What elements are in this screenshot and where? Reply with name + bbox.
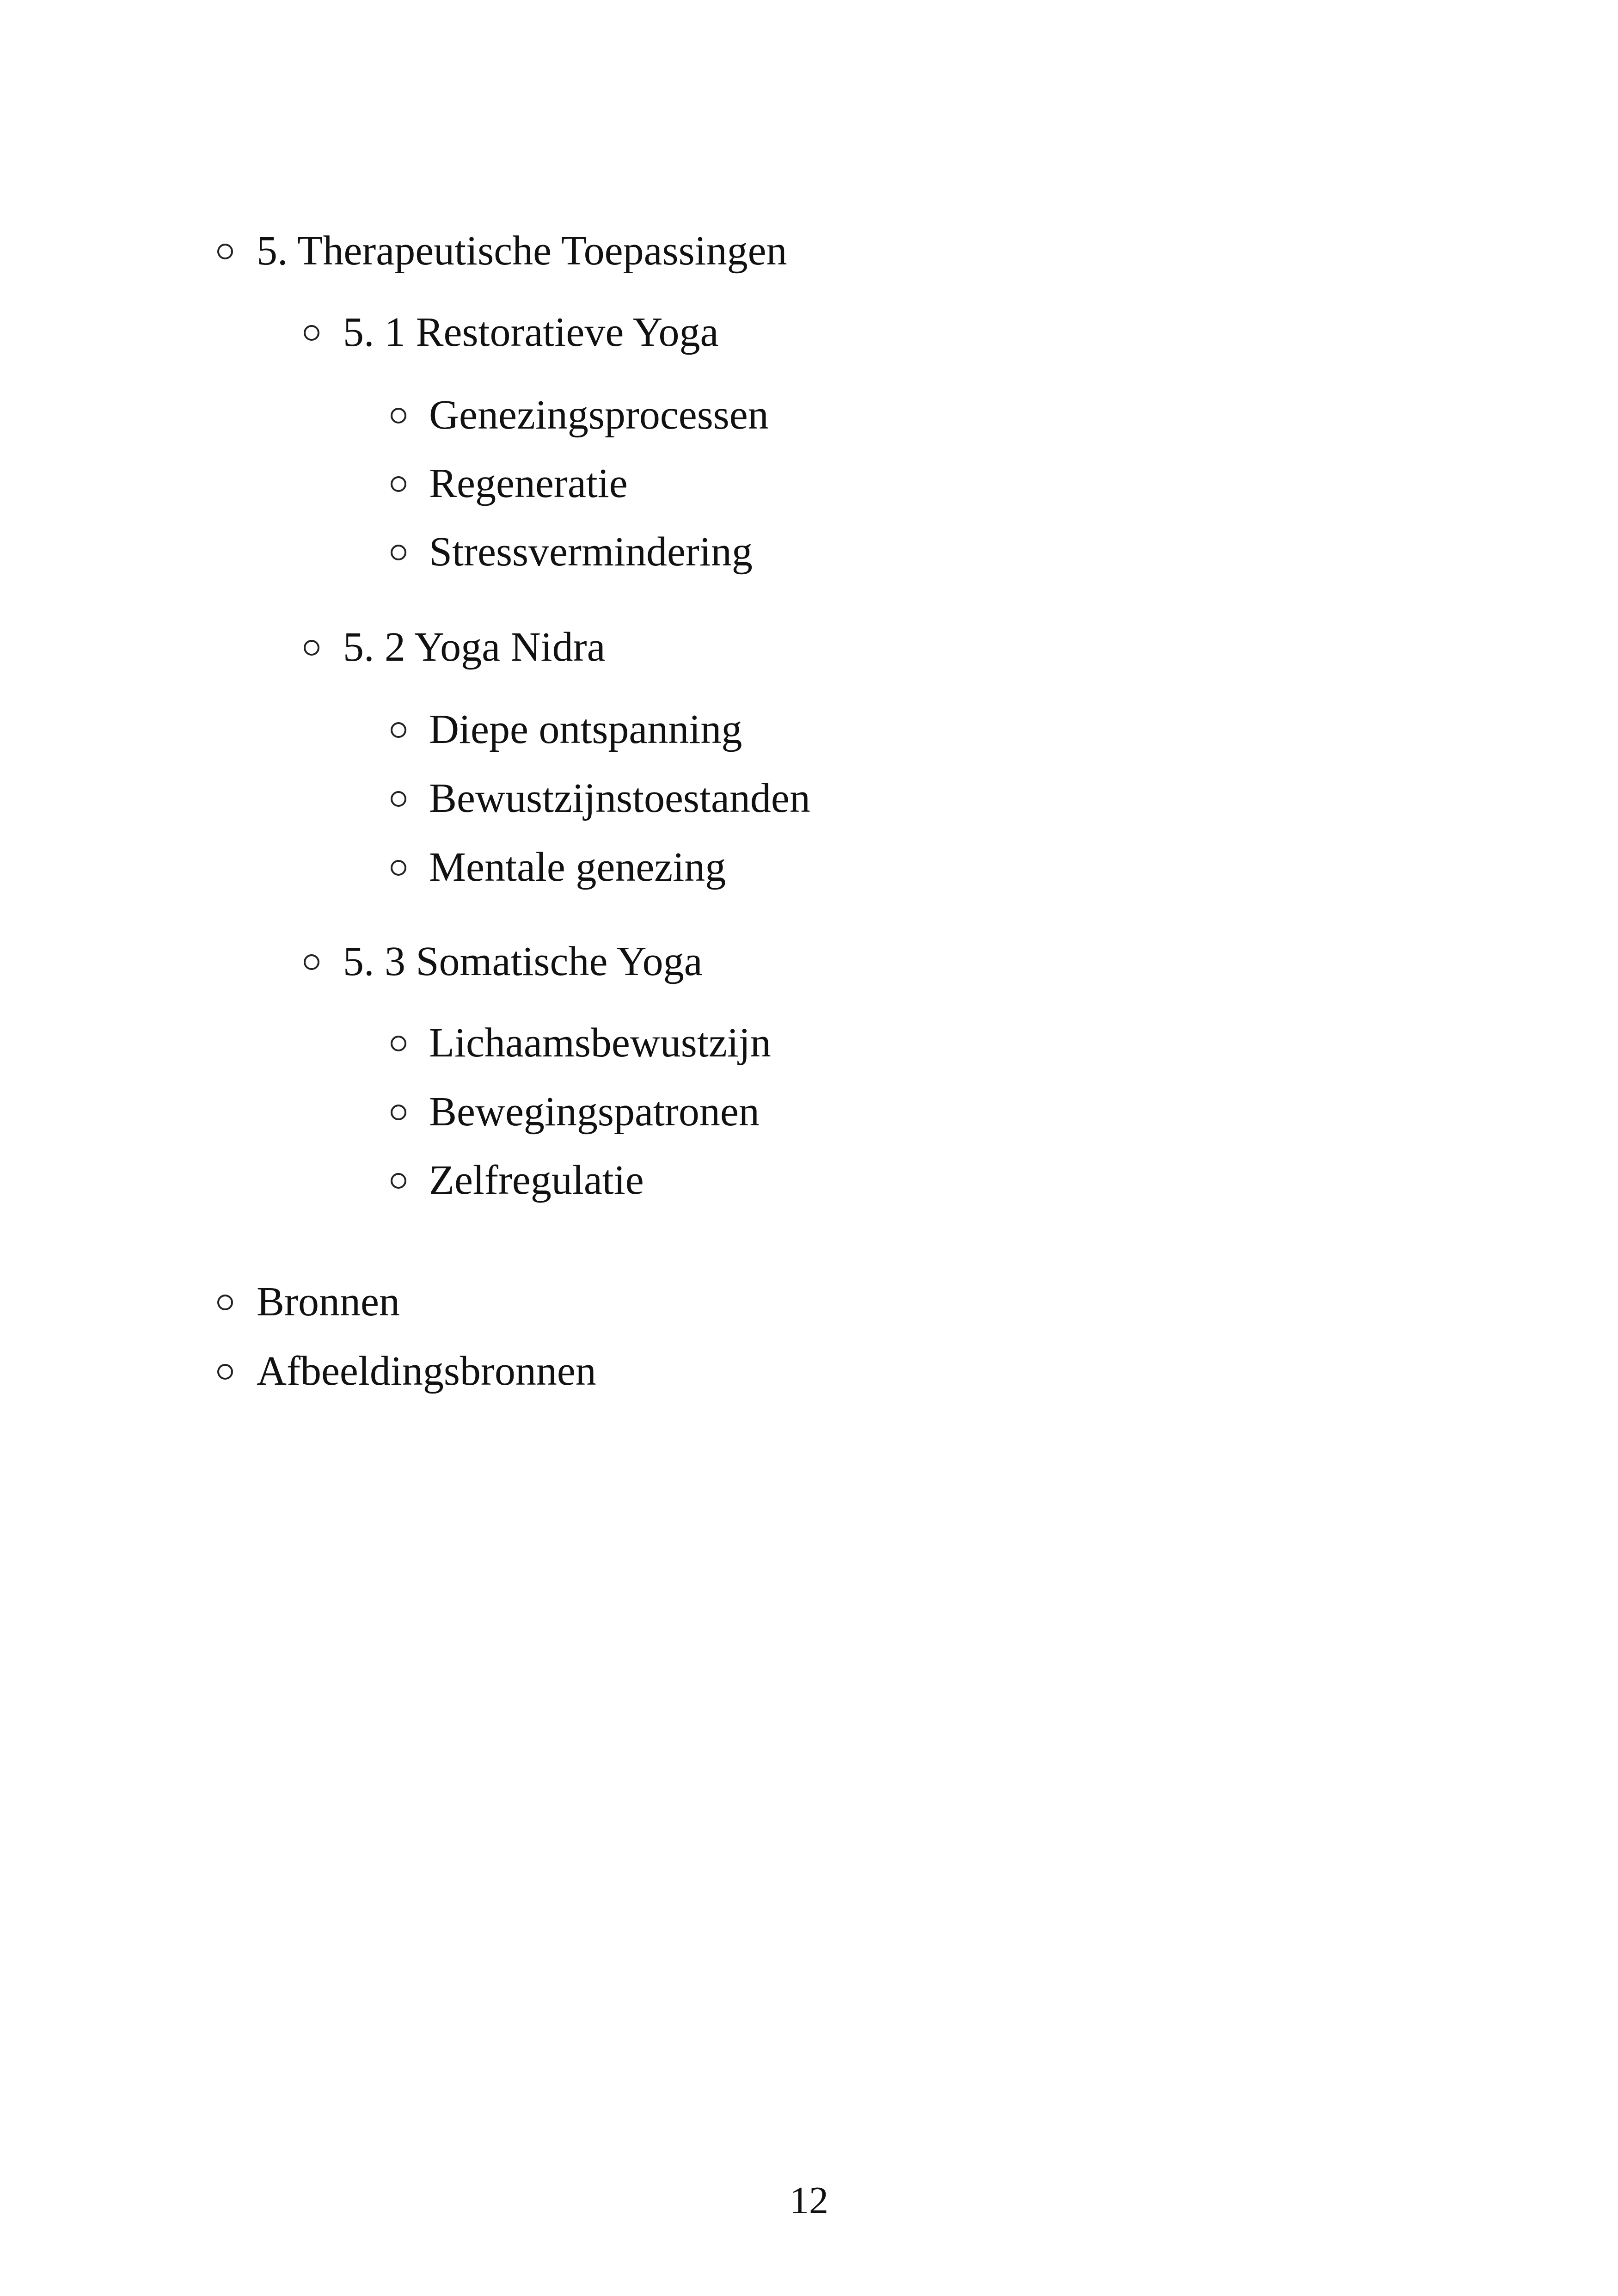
toc-item-afbeeldingsbronnen: Afbeeldingsbronnen xyxy=(257,1348,596,1394)
bullet-circle-icon xyxy=(217,1295,233,1310)
bullet-circle-icon xyxy=(304,640,319,656)
toc-item-section-5: 5. Therapeutische Toepassingen xyxy=(257,228,787,274)
bullet-circle-icon xyxy=(391,1036,406,1051)
bullet-circle-icon xyxy=(391,860,406,876)
bullet-circle-icon xyxy=(391,722,406,738)
toc-item: Stressvermindering xyxy=(429,529,753,575)
toc-item: Diepe ontspanning xyxy=(429,706,742,752)
toc-item: Regeneratie xyxy=(429,460,628,506)
toc-item-section-5-3: 5. 3 Somatische Yoga xyxy=(343,939,703,984)
bullet-circle-icon xyxy=(217,1364,233,1380)
page-number: 12 xyxy=(790,2179,828,2222)
bullet-circle-icon xyxy=(391,791,406,807)
toc-item-bronnen: Bronnen xyxy=(257,1279,400,1325)
bullet-circle-icon xyxy=(391,408,406,424)
toc-item: Zelfregulatie xyxy=(429,1157,644,1203)
bullet-circle-icon xyxy=(391,476,406,492)
bullet-circle-icon xyxy=(304,325,319,341)
bullet-circle-icon xyxy=(391,545,406,560)
toc-item: Genezingsprocessen xyxy=(429,392,769,438)
toc-item: Lichaamsbewustzijn xyxy=(429,1020,771,1066)
bullet-circle-icon xyxy=(391,1105,406,1120)
toc-item-section-5-2: 5. 2 Yoga Nidra xyxy=(343,624,606,670)
bullet-circle-icon xyxy=(217,244,233,259)
bullet-circle-icon xyxy=(391,1173,406,1189)
bullet-circle-icon xyxy=(304,954,319,970)
toc-item: Bewustzijnstoestanden xyxy=(429,775,810,821)
toc-item: Bewegingspatronen xyxy=(429,1089,760,1135)
toc-item: Mentale genezing xyxy=(429,844,726,890)
toc-item-section-5-1: 5. 1 Restoratieve Yoga xyxy=(343,309,719,355)
